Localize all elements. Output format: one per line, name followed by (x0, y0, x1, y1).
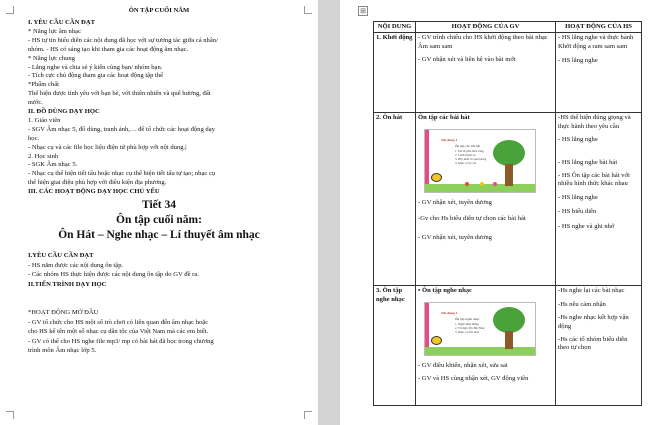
header-teacher: HOẠT ĐỘNG CỦA GV (416, 22, 556, 33)
table-row (374, 113, 642, 286)
text-line: - SGV Âm nhạc 5, đồ dùng, tranh ảnh,… để tổ chức các hoạt động dạy (28, 125, 215, 133)
tree-icon (493, 307, 525, 333)
text-line: *HOẠT ĐỘNG MỞ ĐẦU (28, 309, 99, 316)
slide-item: 1. Em đi giữa biển vàng (455, 148, 484, 153)
text-line: - Các nhóm HS thực hiện được các nội dung ôn tập do GV đề ra. (28, 271, 199, 279)
teacher-line: - GV nhận xét và liên hệ vào bài mới (418, 56, 516, 64)
text-line: * Năng lực âm nhạc (28, 27, 82, 35)
slide-item: 4. Khúc ca bè vải (455, 160, 476, 165)
bee-icon (431, 173, 442, 182)
text-line: 1. Giáo viên (28, 116, 61, 124)
text-line: - HS tự tin biểu diễn các nội dung đã học với sự tương tác giữa cá nhân/ (28, 36, 218, 44)
text-line: *Phẩm chất (28, 81, 59, 89)
row-content: 3. Ôn tập nghe nhạc (374, 286, 416, 406)
section-heading: II. ĐỒ DÙNG DẠY HỌC (28, 108, 100, 115)
slide-item: 1. Nghệ nhân mừng (455, 321, 479, 326)
text-line: - Lắng nghe và chia sẻ ý kiến cùng bạn/ nhóm bạn. (28, 63, 163, 71)
student-line: - HS biểu diễn (558, 208, 597, 216)
slide-item: 3. Hãy nhìn về quê hương (455, 156, 487, 161)
slide-image (424, 129, 536, 193)
student-line: -Hs nghe lại các bài nhạc (558, 287, 625, 295)
text-line: thể hiện giai điệu phù hợp với điều kiện địa phương. (28, 179, 167, 187)
corner-mark (304, 411, 312, 419)
student-line: - HS Ôn tập các bài hát với nhiều hình thức khác nhau (558, 172, 630, 188)
row-teacher (416, 286, 556, 406)
corner-mark (6, 411, 14, 419)
slide-heading: Nội dung 1 (441, 137, 458, 142)
row-student (556, 33, 642, 113)
section-heading: III. CÁC HOẠT ĐỘNG DẠY HỌC CHỦ YẾU (28, 188, 160, 196)
row-teacher (416, 113, 556, 286)
student-line: - HS lắng nghe (558, 57, 598, 65)
student-line: - HS nghe và ghi nhớ (558, 222, 615, 230)
section-heading: II.TIẾN TRÌNH DẠY HỌC (28, 280, 107, 288)
text-line: 2. Học sinh (28, 152, 59, 160)
text-line: Thể hiện được tình yêu với bạn bè, với thiên nhiên và quê hương, đất (28, 90, 211, 98)
text-line: cho HS kể tên một số nhạc cụ dân tộc của Việt Nam mà các em biết. (28, 328, 209, 336)
left-page (0, 0, 318, 425)
text-line: - HS nắm được các nội dung ôn tập. (28, 261, 124, 269)
row-student (556, 113, 642, 286)
teacher-line: - GV trình chiếu cho HS khởi động theo bài nhạc Âm sam sam (418, 34, 548, 50)
row-content: 1. Khởi động (374, 33, 416, 113)
table-row (374, 33, 642, 113)
right-page (340, 0, 650, 425)
teacher-heading: Ôn tập các bài hát (418, 114, 470, 122)
header-content: NỘI DUNG (374, 22, 416, 33)
slide-item: 2. Vũ điệu Tây Bắc Nhu (455, 325, 485, 330)
student-line: - HS lắng nghe và thực hành (558, 34, 634, 42)
teacher-line: - GV nhận xét, tuyên dương (418, 233, 492, 241)
move-handle-icon[interactable]: ⊞ (358, 6, 368, 16)
text-line: - GV tổ chức cho HS một số trò chơi có liên quan đến âm nhạc hoặc (28, 318, 209, 326)
slide-title: Ôn tập các bài hát (455, 143, 481, 148)
teacher-line: - GV nhận xét, tuyên dương (418, 198, 492, 206)
text-line: học. (28, 134, 40, 142)
slide-image (424, 302, 536, 356)
row-content: 2. Ôn hát (374, 113, 416, 286)
section-heading: I.YÊU CẦU CẦN ĐẠT (28, 252, 94, 259)
slide-item: 3. Khúc ca bốn mùa (455, 329, 480, 334)
text-line: nhóm. - HS có sáng tạo khi tham gia các hoạt động âm nhạc. (28, 45, 189, 53)
slide-heading: Nội dung 2 (441, 310, 458, 315)
text-line: - SGK Âm nhạc 5. (28, 161, 78, 169)
text-line: trình môn Âm nhạc lớp 5. (28, 347, 97, 355)
student-line: -Hs nghe nhạc kết hợp vận động (558, 314, 629, 330)
bee-icon (431, 336, 442, 345)
teacher-line: -Gv cho Hs biểu diễn tự chọn các bài hát (418, 215, 526, 223)
lesson-title: Ôn tập cuối năm: (116, 214, 202, 226)
tree-icon (493, 140, 525, 166)
text-line: * Năng lực chung (28, 54, 75, 62)
teacher-line: - GV và HS cùng nhận xét, GV động viên (418, 375, 529, 383)
lesson-subtitle: Ôn Hát – Nghe nhạc – Lí thuyết âm nhạc (58, 229, 260, 241)
slide-item: 2. Cánh buồm xa (455, 152, 476, 157)
doc-title: ÔN TẬP CUỐI NĂM (128, 7, 190, 14)
header-student: HOẠT ĐỘNG CỦA HS (556, 22, 642, 33)
teacher-line: - GV điều khiển, nhận xét, sửa sai (418, 361, 508, 369)
text-line: - Nhạc cụ và các file học liệu điện tử phù hợp với nội dung.| (28, 143, 187, 151)
teacher-heading-text: Ôn tập nghe nhạc (421, 287, 472, 295)
text-line: nước. (28, 99, 43, 107)
student-line: -Hs các tổ nhóm biểu diễn theo tự chọn (558, 336, 628, 352)
teacher-heading: • Ôn tập nghe nhạc (418, 287, 472, 295)
text-line: - GV có thể cho HS nghe file mp3/ mp có bài hát đã học trong chương (28, 337, 214, 345)
section-heading: I. YÊU CẦU CẦN ĐẠT (28, 19, 95, 26)
student-line: - HS lắng nghe bài hát (558, 158, 618, 166)
student-line: -HS thể hiện đúng giọng và thực hành theo yêu cầu (558, 114, 631, 130)
student-line: -Hs nêu cảm nhận (558, 300, 606, 308)
lesson-number: Tiết 34 (142, 199, 176, 211)
text-line: - Tích cực chủ động tham gia các hoạt động tập thể (28, 72, 164, 80)
row-student (556, 286, 642, 406)
row-teacher (416, 33, 556, 113)
table-row (374, 286, 642, 406)
student-line: - HS lắng nghe (558, 193, 598, 201)
table-header-row (374, 22, 642, 33)
slide-title: Ôn tập nghe nhạc (455, 316, 480, 321)
lesson-plan-table (373, 21, 642, 406)
student-line: Khởi động a ram sam sam (558, 42, 628, 50)
text-line: - Nhạc cụ thể hiện tiết tấu hoặc nhạc cụ thể hiện tiết tấu tự tạo; nhạc cụ (28, 170, 216, 178)
student-line: - HS lắng nghe (558, 136, 598, 144)
